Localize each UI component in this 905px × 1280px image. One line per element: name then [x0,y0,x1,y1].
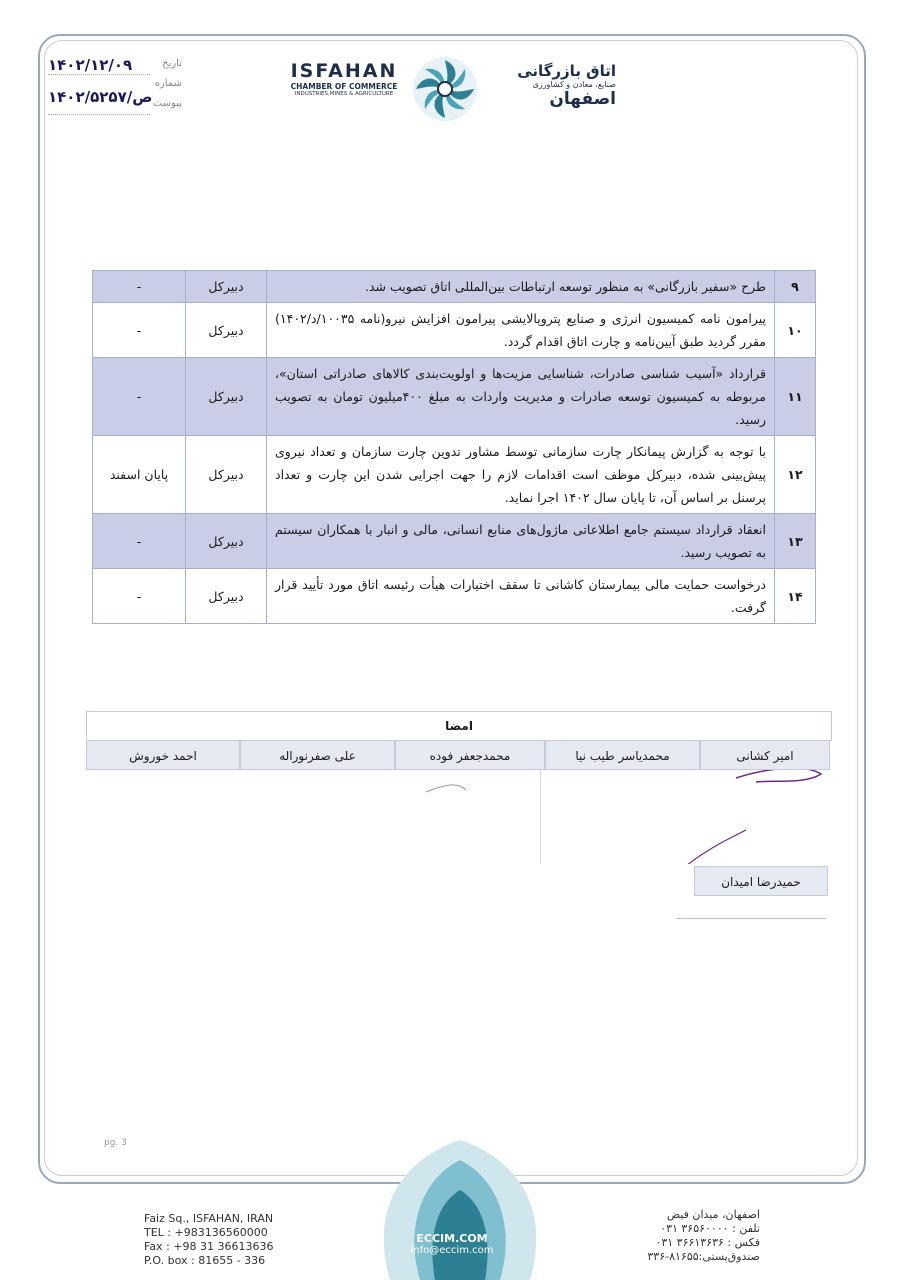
date-value: ۱۴۰۲/۱۲/۰۹ [48,56,133,74]
logo-persian: اتاق بازرگانی صنایع، معادن و کشاورزی اصفهان [517,62,616,109]
row-description: قرارداد «آسیب شناسی صادرات، شناسایی مزیت‌ها و اولویت‌بندی کالاهای صادراتی استان»، مربوطه به کمیسیون توسعه صادرات و مدیریت واردات به مبلغ ۴۰۰میلیون تومان به تصویب رسید. [267,358,775,436]
row-responsible: دبیرکل [186,514,267,569]
row-responsible: دبیرکل [186,358,267,436]
signature-extra-name: حمیدرضا امیدان [694,866,828,896]
email-link[interactable]: info@eccim.com [410,1245,494,1256]
row-deadline: پایان اسفند [93,436,186,514]
row-responsible: دبیرکل [186,271,267,303]
attachment-row [40,96,190,116]
row-description: با توجه به گزارش پیمانکار چارت سازمانی توسط مشاور تدوین چارت سازمان و تعداد نیروی پیش‌بینی شده، دبیرکل موظف است اقدامات لازم را جهت اجرایی شدن این چارت و تعداد پرسنل بر اساس آن، تا پایان سال ۱۴۰۲ اجرا نماید. [267,436,775,514]
footer-fa-line: صندوق‌پستی:۸۱۶۵۵-۳۳۶ [647,1250,760,1263]
signature-area [86,770,830,864]
signatures-title: امضا [86,711,832,741]
logo-emblem-icon [410,54,480,124]
row-deadline: - [93,514,186,569]
row-number: ۹ [775,271,816,303]
row-deadline: - [93,358,186,436]
row-number: ۱۰ [775,303,816,358]
website-link[interactable]: ECCIM.COM [416,1232,488,1245]
row-description: پیرامون نامه کمیسیون انرژی و صنایع پتروپالایشی پیرامون افزایش نیرو(نامه ۱۰۰۳۵/د/۱۴۰۲) مقرر گردید طبق آیین‌نامه و چارت اتاق اقدام گردد. [267,303,775,358]
signatory-name: محمدیاسر طیب نیا [545,740,700,770]
page-number: pg. 3 [104,1138,127,1148]
signature-marks [86,770,830,864]
table-row [93,436,816,514]
date-row [40,56,190,76]
signatory-name: امیر کشانی [700,740,830,770]
footer-address-fa [600,1208,760,1264]
footer-address-en [144,1212,273,1268]
table-row [93,569,816,624]
letter-meta [40,56,190,116]
table-row [93,303,816,358]
footer-en-line: Faiz Sq., ISFAHAN, IRAN [144,1212,274,1225]
table-row [93,271,816,303]
number-value: ۱۴۰۲/ص/۵۲۵۷ [48,88,153,106]
table-row [93,514,816,569]
row-deadline: - [93,303,186,358]
row-number: ۱۱ [775,358,816,436]
row-number: ۱۲ [775,436,816,514]
signatory-name: علی صفرنوراله [240,740,395,770]
attachment-label: پیوست [152,98,182,109]
table-row [93,358,816,436]
date-label: تاریخ [162,58,182,69]
footer-fa-line: اصفهان، میدان فیض [666,1208,760,1221]
signatory-name: احمد خوروش [86,740,240,770]
signatory-name: محمدجعفر فوده [395,740,545,770]
chamber-logo [280,54,620,134]
row-responsible: دبیرکل [186,303,267,358]
footer-en-line: Fax : +98 31 36613636 [144,1240,274,1253]
row-deadline: - [93,271,186,303]
footer-en-line: P.O. box : 81655 - 336 [144,1254,266,1267]
footer-fa-line: فکس : ۳۶۶۱۳۶۳۶ ۰۳۱ [655,1236,760,1249]
row-deadline: - [93,569,186,624]
footer-emblem-icon [300,1140,620,1280]
row-number: ۱۳ [775,514,816,569]
signatures-names-row [86,740,830,770]
row-number: ۱۴ [775,569,816,624]
row-description: طرح «سفیر بازرگانی» به منظور توسعه ارتباطات بین‌المللی اتاق تصویب شد. [267,271,775,303]
number-label: شماره [154,78,182,89]
footer-fa-line: تلفن : ۳۶۵۶۰۰۰۰ ۰۳۱ [660,1222,760,1235]
footer-web [398,1232,506,1256]
row-responsible: دبیرکل [186,436,267,514]
row-description: درخواست حمایت مالی بیمارستان کاشانی تا سقف اختیارات هیأت رئیسه اتاق مورد تأیید قرار گرفت. [267,569,775,624]
row-responsible: دبیرکل [186,569,267,624]
footer-en-line: TEL : +983136560000 [144,1226,268,1239]
row-description: انعقاد قرارداد سیستم جامع اطلاعاتی ماژول‌های منابع انسانی، مالی و انبار با همکاران سیستم به تصویب رسید. [267,514,775,569]
resolutions-table [92,270,816,624]
logo-english: ISFAHAN CHAMBER OF COMMERCE INDUSTRIES,MINES & AGRICULTURE [290,60,398,97]
